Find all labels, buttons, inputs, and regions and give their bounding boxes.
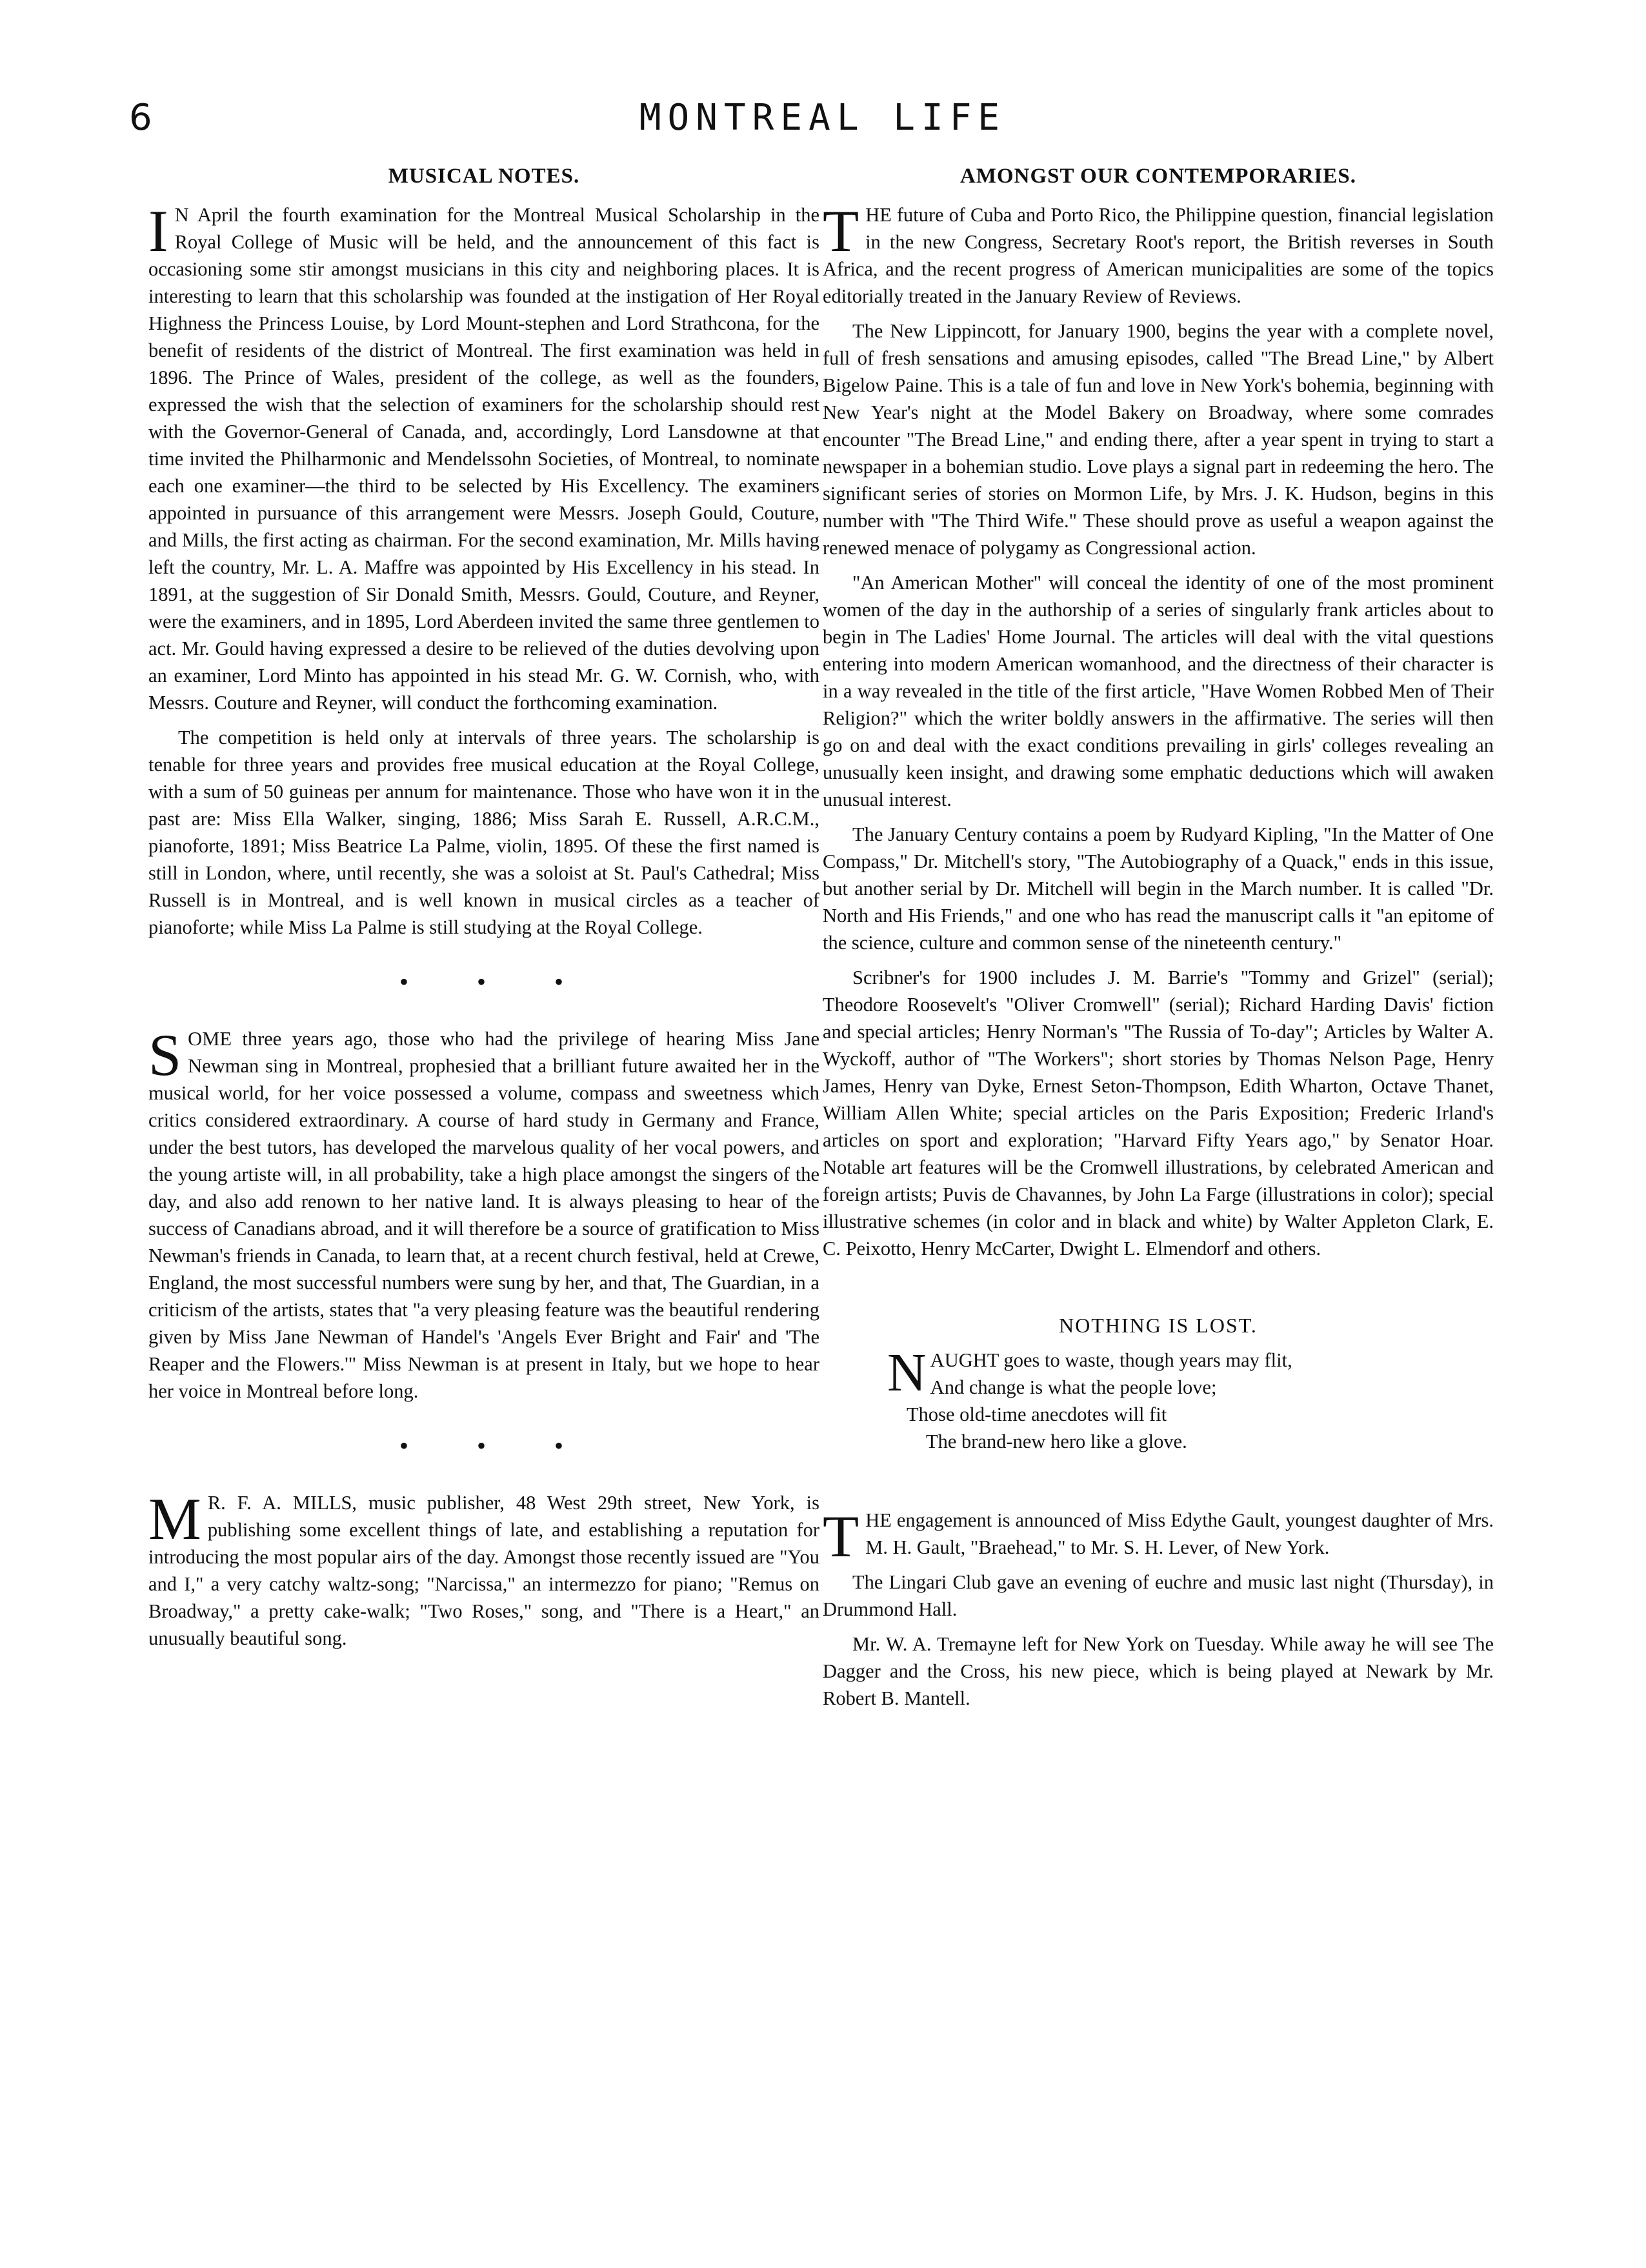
poem-line: Those old-time anecdotes will fit [907,1403,1167,1425]
article-paragraph: I N April the fourth examination for the Montreal Musical Scholarship in the Royal College of Music will be held, and the announcement of this fact is occasioning some stir amongst musicians in this city and neighboring places. It is interesting to learn that this scholarship was founded at the instigation of Her Royal Highness the Princess Louise, by Lord Mount-stephen and Lord Strathcona, for the benefit of residents of the district of Montreal. The first examination was held in 1896. The Prince of Wales, president of the college, as well as the founders, expressed the wish that the selection of examiners for the scholarship should rest with the Governor-General of Canada, and, accordingly, Lord Lansdowne at that time invited the Philharmonic and Mendelssohn Societies, of Montreal, to nominate each one examiner—the third to be selected by His Excellency. The examiners appointed in pursuance of this arrangement were Messrs. Joseph Gould, Couture, and Mills, the first acting as chairman. For the second examination, Mr. Mills having left the country, Mr. L. A. Maffre was appointed by His Excellency in his stead. In 1891, at the suggestion of Sir Donald Smith, Messrs. Gould, Couture, and Reyner, were the examiners, and in 1895, Lord Aberdeen invited the same three gentlemen to act. Mr. Gould having expressed a desire to be relieved of the duties devolving upon an examiner, Lord Minto has appointed in his stead Mr. G. W. Cornish, who, with Messrs. Couture and Reyner, will conduct the forthcoming examination. [148,198,819,714]
drop-cap: N [887,1343,927,1403]
section-divider: • • • [399,967,594,996]
drop-cap: T [823,198,859,264]
article-paragraph: Mr. W. A. Tremayne left for New York on Tuesday. While away he will see The Dagger and the Cross, his new piece, which is being played at Newark by Mr. Robert B. Mantell. [823,1633,1494,1709]
article-paragraph: The competition is held only at intervals of three years. The scholarship is tenable for three years and provides free musical education at the Royal College, with a sum of 50 guineas per annum for maintenance. Those who have won it in the past are: Miss Ella Walker, singing, 1886; Miss Sarah E. Russell, A.R.C.M., pianoforte, 1891; Miss Beatrice La Palme, violin, 1895. Of these the first named is still in London, where, until recently, she was a soloist at St. Paul's Cathedral; Miss Russell is in Montreal, and is well known in musical circles as a teacher of pianoforte; while Miss La Palme is still studying at the Royal College. [148,727,819,938]
drop-cap: T [823,1503,859,1569]
poem-title: NOTHING IS LOST. [1059,1314,1258,1337]
drop-cap: M [148,1486,201,1552]
drop-cap: I [148,198,168,264]
article-paragraph: THE engagement is announced of Miss Edythe Gault, youngest daughter of Mrs. M. H. Gault, "Braehead," to Mr. S. H. Lever, of New York. [823,1503,1494,1569]
poem [887,1343,1494,1455]
page-number: 6 [129,97,154,139]
section-divider: • • • [399,1431,594,1460]
article-paragraph: THE future of Cuba and Porto Rico, the Philippine question, financial legislation in the new Congress, Secretary Root's report, the British reverses in South Africa, and the recent progress of American municipalities are some of the topics editorially treated in the January Review of Reviews. [823,198,1494,307]
magazine-title: MONTREAL LIFE [639,97,1007,139]
section-heading-contemporaries: AMONGST OUR CONTEMPORARIES. [959,165,1357,188]
article-paragraph: "An American Mother" will conceal the identity of one of the most prominent women of the day in the authorship of a series of singularly frank articles about to begin in The Ladies' Home Journal. The articles will deal with the vital questions entering into modern American womanhood, and the directness of their character is in a way revealed in the title of the first article, "Have Women Robbed Men of Their Religion?" which the writer boldly answers in the affirmative. The series will then go on and deal with the exact conditions prevailing in girls' colleges revealing an unusually keen insight, and drawing some emphatic deductions which will awaken unusual interest. [823,572,1494,810]
drop-cap: S [148,1022,182,1088]
poem-line: And change is what the people love; [930,1376,1217,1398]
article-paragraph: The New Lippincott, for January 1900, begins the year with a complete novel, full of fresh sensations and amusing episodes, called "The Bread Line," by Albert Bigelow Paine. This is a tale of fun and love in New York's bohemia, beginning with New Year's night at the Model Bakery on Broadway, where some comrades encounter "The Bread Line," and ending there, after a year spent in trying to start a newspaper in a bohemian studio. Love plays a signal part in redeeming the hero. The significant series of stories on Mormon Life, by Mrs. J. K. Hudson, begins in this number with "The Third Wife." These should prove as useful a weapon against the renewed menace of polygamy as Congressional action. [823,320,1494,559]
poem-line: NAUGHT goes to waste, though years may flit, [887,1343,1292,1403]
article-paragraph: M R. F. A. MILLS, music publisher, 48 West 29th street, New York, is publishing some excellent things of late, and establishing a reputation for introducing the most popular airs of the day. Amongst those recently issued are "You and I," a very catchy waltz-song; "Narcissa," an intermezzo for piano; "Remus on Broadway," a pretty cake-walk; "Two Roses," song, and "There is a Heart," an unusually beautiful song. [148,1486,819,1649]
article-paragraph: The Lingari Club gave an evening of euchre and music last night (Thursday), in Drummond Hall. [823,1571,1494,1620]
page-header [129,97,1516,142]
right-column [823,165,1494,1720]
article-paragraph: The January Century contains a poem by Rudyard Kipling, "In the Matter of One Compass," Dr. Mitchell's story, "The Autobiography of a Quack," ends in this issue, but another serial by Dr. Mitchell will begin in the March number. It is called "Dr. North and His Friends," and one who has read the manuscript calls it "an epitome of the science, culture and common sense of the nineteenth century." [823,823,1494,954]
article-paragraph: Scribner's for 1900 includes J. M. Barrie's "Tommy and Grizel" (serial); Theodore Roosevelt's "Oliver Cromwell" (serial); Richard Harding Davis' fiction and special articles; Henry Norman's "The Russia of To-day"; Articles by Walter A. Wyckoff, author of "The Workers"; short stories by Thomas Nelson Page, Henry James, Henry van Dyke, Ernest Seton-Thompson, Edith Wharton, Octave Thanet, William Allen White; special articles on the Paris Exposition; Frederic Irland's articles on sport and exploration; "Harvard Fifty Years ago," by Senator Hoar. Notable art features will be the Cromwell illustrations, by celebrated American and foreign artists; Puvis de Chavannes, by John La Farge (illustrations in color); special illustrative schemes (in color and in black and white) by Walter Appleton Clark, E. C. Peixotto, Henry McCarter, Dwight L. Elmendorf and others. [823,967,1494,1259]
poem-line: The brand-new hero like a glove. [926,1430,1187,1452]
left-column [148,165,819,1660]
section-heading-musical-notes: MUSICAL NOTES. [388,165,580,188]
article-paragraph: SOME three years ago, those who had the privilege of hearing Miss Jane Newman sing in Montreal, prophesied that a brilliant future awaited her in the musical world, for her voice possessed a volume, compass and sweetness which critics considered extraordinary. A course of hard study in Germany and France, under the best tutors, has developed the marvelous quality of her vocal powers, and the young artiste will, in all probability, take a high place amongst the singers of the day, and also add renown to her native land. It is always pleasing to hear of the success of Canadians abroad, and it will therefore be a source of gratification to Miss Newman's friends in Canada, to learn that, at a recent church festival, held at Crewe, England, the most successful numbers were sung by her, and that, The Guardian, in a criticism of the artists, states that "a very pleasing feature was the beautiful rendering given by Miss Jane Newman of Handel's 'Angels Ever Bright and Fair' and 'The Reaper and the Flowers.'" Miss Newman is at present in Italy, but we hope to hear her voice in Montreal before long. [148,1022,819,1402]
